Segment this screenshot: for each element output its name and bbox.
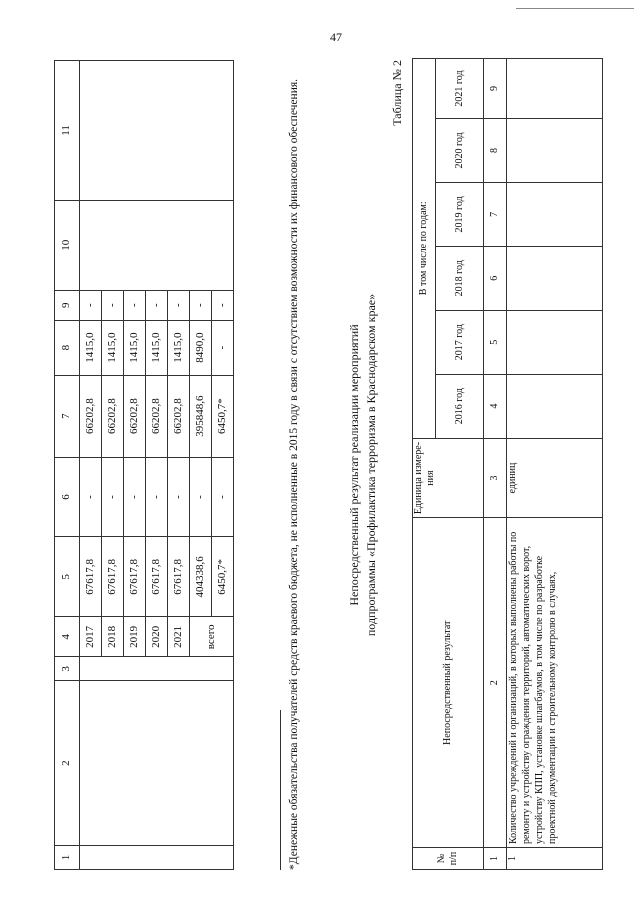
total-label: всего xyxy=(190,617,234,657)
value-cell: 66202,8 xyxy=(168,375,190,457)
value-cell: 67617,8 xyxy=(168,537,190,617)
value-cell: 8490,0 xyxy=(190,320,212,375)
unit-cell: единиц xyxy=(507,438,603,518)
value-cell: - xyxy=(102,290,124,320)
col-num: 7 xyxy=(55,375,80,457)
value-cell: 404338,6 xyxy=(190,537,212,617)
value-cell: - xyxy=(146,457,168,537)
value-cell: 67617,8 xyxy=(124,537,146,617)
value-cell: 67617,8 xyxy=(102,537,124,617)
col-num: 10 xyxy=(55,200,80,290)
year-cell: 2019 xyxy=(124,617,146,657)
value-cell: - xyxy=(212,290,234,320)
col-num: 3 xyxy=(484,438,507,518)
heading-line-1: Непосредственный результат реализации мероприятий xyxy=(347,324,361,606)
col-num: 1 xyxy=(484,848,507,870)
section-heading xyxy=(346,60,380,870)
year-cell: 2020 xyxy=(146,617,168,657)
value-cell: 1415,0 xyxy=(124,320,146,375)
value-cell: 66202,8 xyxy=(102,375,124,457)
value-cell: 395848,6 xyxy=(190,375,212,457)
col-num: 11 xyxy=(55,61,80,201)
col-num: 4 xyxy=(484,374,507,438)
year-header: 2019 год xyxy=(436,182,484,246)
value-cell: - xyxy=(168,290,190,320)
by-years-header: В том числе по годам: xyxy=(413,59,436,439)
year-header: 2017 год xyxy=(436,310,484,374)
heading-line-2: подпрограммы «Профилактика терроризма в Краснодарском крае» xyxy=(364,293,378,637)
col-num: 1 xyxy=(55,846,80,870)
budget-table xyxy=(54,60,234,870)
value-cell: 66202,8 xyxy=(80,375,102,457)
year-header: 2018 год xyxy=(436,246,484,310)
unit-header: Единица измере-ния xyxy=(413,438,484,518)
corner-line xyxy=(516,8,634,9)
value-cell: 67617,8 xyxy=(146,537,168,617)
value-cell: - xyxy=(124,457,146,537)
table-2-label: Таблица № 2 xyxy=(390,60,404,126)
value-cell: - xyxy=(80,290,102,320)
col-num: 2 xyxy=(55,681,80,846)
page-number: 47 xyxy=(330,30,342,44)
year-cell: 2021 xyxy=(168,617,190,657)
col-num: 9 xyxy=(55,290,80,320)
year-header: 2020 год xyxy=(436,118,484,182)
value-cell: 6450,7* xyxy=(212,537,234,617)
value-cell: - xyxy=(212,457,234,537)
value-cell: 1415,0 xyxy=(102,320,124,375)
value-cell: - xyxy=(168,457,190,537)
value-cell: - xyxy=(124,290,146,320)
value-cell: 66202,8 xyxy=(146,375,168,457)
result-header: Непосредственный результат xyxy=(413,518,484,848)
col-num: 7 xyxy=(484,182,507,246)
value-cell: - xyxy=(102,457,124,537)
value-cell: - xyxy=(146,290,168,320)
year-cell: 2018 xyxy=(102,617,124,657)
row-num: 1 xyxy=(507,848,603,870)
results-table xyxy=(412,58,603,870)
col-num: 9 xyxy=(484,59,507,119)
value-cell: 6450,7* xyxy=(212,375,234,457)
value-cell: 67617,8 xyxy=(80,537,102,617)
value-cell: 66202,8 xyxy=(124,375,146,457)
result-description: Количество учреждений и организаций, в которых выполнены работы по ремонту и устройству ограждения территорий, автоматических ворот, устройству КПП, установке шлагбаумов, в том числе по разработке проектной документации и строительному контролю в случаях, xyxy=(507,518,603,848)
col-num: 5 xyxy=(55,537,80,617)
footnote-rule xyxy=(280,710,281,870)
column-number-row xyxy=(55,61,80,870)
rotated-sheet xyxy=(54,20,634,870)
value-cell: 1415,0 xyxy=(146,320,168,375)
col-num: 5 xyxy=(484,310,507,374)
value-cell: - xyxy=(212,320,234,375)
value-cell: 1415,0 xyxy=(80,320,102,375)
header-row xyxy=(413,59,436,870)
year-header: 2021 год xyxy=(436,59,484,119)
num-header: № п/п xyxy=(413,848,484,870)
col-num: 8 xyxy=(55,320,80,375)
value-cell: 1415,0 xyxy=(168,320,190,375)
footnote: *Денежные обязательства получателей средств краевого бюджета, не исполненные в 2015 году в связи с отсутствием возможности их финансового обеспечения. xyxy=(288,78,300,870)
column-number-row xyxy=(484,59,507,870)
col-num: 6 xyxy=(484,246,507,310)
year-cell: 2017 xyxy=(80,617,102,657)
col-num: 3 xyxy=(55,657,80,681)
value-cell: - xyxy=(190,290,212,320)
col-num: 2 xyxy=(484,518,507,848)
value-cell: - xyxy=(80,457,102,537)
table-row xyxy=(507,59,603,870)
col-num: 4 xyxy=(55,617,80,657)
table-row xyxy=(80,61,102,870)
col-num: 6 xyxy=(55,457,80,537)
value-cell: - xyxy=(190,457,212,537)
year-header: 2016 год xyxy=(436,374,484,438)
col-num: 8 xyxy=(484,118,507,182)
